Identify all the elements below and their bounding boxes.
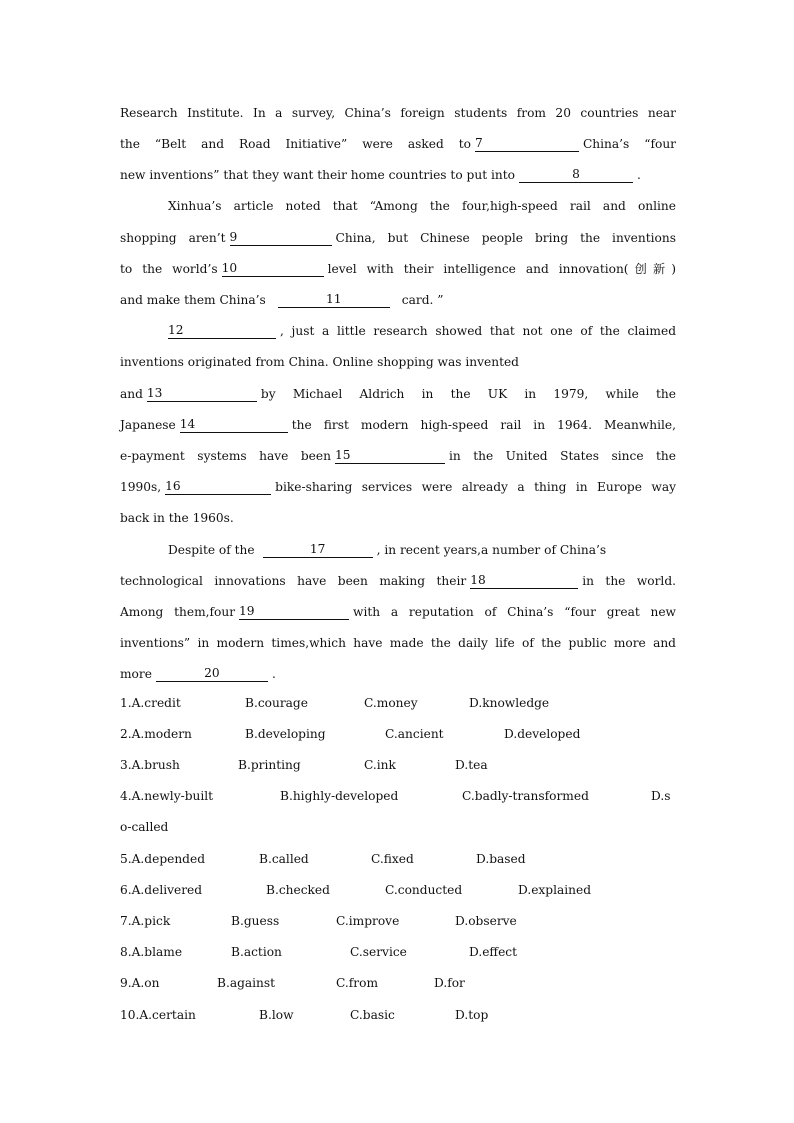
option-b: B.against — [217, 976, 276, 990]
passage-text: more — [120, 667, 152, 681]
option-d: D.developed — [504, 727, 581, 741]
passage-text: new inventions” that they want their home countries to put into — [120, 168, 515, 182]
option-b: B.low — [259, 1008, 294, 1022]
option-a: 1.A.credit — [120, 696, 181, 710]
option-d: D.s — [651, 789, 671, 803]
passage-line — [120, 446, 676, 466]
option-a: 10.A.certain — [120, 1008, 196, 1022]
blank-18: 18 — [470, 573, 578, 589]
option-b: B.printing — [238, 758, 301, 772]
option-a: 5.A.depended — [120, 852, 205, 866]
option-a: 4.A.newly-built — [120, 789, 214, 803]
passage-line: Research Institute. In a survey, China’s foreign students from 20 countries near — [120, 106, 676, 120]
passage-line — [120, 259, 676, 279]
passage-line — [120, 571, 676, 591]
passage-text: e-payment systems have been — [120, 449, 331, 463]
passage-text: level with their intelligence and innovation(创新) — [327, 262, 677, 276]
option-a: 3.A.brush — [120, 758, 180, 772]
option-c: C.ancient — [385, 727, 444, 741]
passage-text: , just a little research showed that not one of the claimed — [280, 324, 676, 338]
passage-text: by Michael Aldrich in the UK in 1979, while the — [260, 387, 676, 401]
passage-text: and — [120, 387, 143, 401]
option-b: B.guess — [231, 914, 280, 928]
option-b: B.called — [259, 852, 309, 866]
option-wrap: o-called — [120, 820, 169, 834]
passage-text: 1990s, — [120, 480, 162, 494]
passage-line — [120, 228, 676, 248]
passage-text: . — [636, 168, 641, 182]
passage-line — [120, 664, 676, 684]
passage-text: to the world’s — [120, 262, 218, 276]
passage-text: Japanese — [120, 418, 176, 432]
option-a: 6.A.delivered — [120, 883, 203, 897]
passage-line — [120, 477, 676, 497]
blank-19: 19 — [239, 604, 349, 620]
passage-text: bike-sharing services were already a thing in Europe way — [275, 480, 676, 494]
blank-7: 7 — [475, 136, 579, 152]
option-c: C.fixed — [371, 852, 414, 866]
passage-text: and make them China’s — [120, 293, 266, 307]
blank-16: 16 — [165, 479, 271, 495]
option-b: B.checked — [266, 883, 330, 897]
blank-17: 17 — [263, 542, 373, 558]
passage-text: shopping aren’t — [120, 231, 226, 245]
option-d: D.based — [476, 852, 526, 866]
passage-line — [168, 540, 676, 560]
passage-text: technological innovations have been making their — [120, 574, 467, 588]
passage-line — [120, 602, 676, 622]
passage-text: Despite of the — [168, 543, 255, 557]
blank-10: 10 — [222, 261, 324, 277]
passage-line — [120, 384, 676, 404]
option-d: D.effect — [469, 945, 518, 959]
passage-text: the first modern high-speed rail in 1964. Meanwhile, — [291, 418, 676, 432]
passage-line: inventions” in modern times,which have made the daily life of the public more and — [120, 636, 676, 650]
option-b: B.action — [231, 945, 282, 959]
passage-line — [120, 165, 676, 185]
option-c: C.conducted — [385, 883, 463, 897]
passage-text: , in recent years,a number of China’s — [376, 543, 607, 557]
blank-9: 9 — [230, 230, 332, 246]
option-c: C.badly-transformed — [462, 789, 589, 803]
blank-8: 8 — [519, 167, 633, 183]
passage-text: the “Belt and Road Initiative” were asked to — [120, 137, 471, 151]
passage-text: China’s “four — [582, 137, 676, 151]
option-b: B.courage — [245, 696, 308, 710]
passage-line: Xinhua’s article noted that “Among the four,high-speed rail and online — [168, 199, 676, 213]
option-c: C.service — [350, 945, 407, 959]
option-d: D.for — [434, 976, 465, 990]
passage-line: inventions originated from China. Online shopping was invented — [120, 355, 519, 369]
option-a: 2.A.modern — [120, 727, 192, 741]
passage-text: card. ” — [401, 293, 444, 307]
option-b: B.developing — [245, 727, 326, 741]
option-a: 7.A.pick — [120, 914, 171, 928]
blank-13: 13 — [147, 386, 257, 402]
option-b: B.highly-developed — [280, 789, 399, 803]
option-a: 9.A.on — [120, 976, 160, 990]
passage-text: Among them,four — [120, 605, 236, 619]
option-c: C.money — [364, 696, 418, 710]
passage-line — [120, 134, 676, 154]
option-d: D.explained — [518, 883, 592, 897]
option-c: C.ink — [364, 758, 396, 772]
blank-15: 15 — [335, 448, 445, 464]
option-d: D.knowledge — [469, 696, 550, 710]
option-c: C.basic — [350, 1008, 395, 1022]
option-d: D.tea — [455, 758, 488, 772]
option-c: C.from — [336, 976, 378, 990]
passage-text: China, but Chinese people bring the inventions — [335, 231, 676, 245]
option-c: C.improve — [336, 914, 400, 928]
passage-line: back in the 1960s. — [120, 511, 234, 525]
passage-line — [120, 290, 676, 310]
blank-12: 12 — [168, 323, 276, 339]
option-d: D.observe — [455, 914, 517, 928]
option-a: 8.A.blame — [120, 945, 183, 959]
passage-text: in the world. — [582, 574, 676, 588]
passage-text: . — [271, 667, 276, 681]
passage-line — [120, 415, 676, 435]
option-d: D.top — [455, 1008, 489, 1022]
blank-11: 11 — [278, 292, 390, 308]
passage-text: in the United States since the — [448, 449, 676, 463]
passage-line — [168, 321, 676, 341]
passage-text: with a reputation of China’s “four great new — [353, 605, 676, 619]
blank-14: 14 — [180, 417, 288, 433]
blank-20: 20 — [156, 666, 268, 682]
